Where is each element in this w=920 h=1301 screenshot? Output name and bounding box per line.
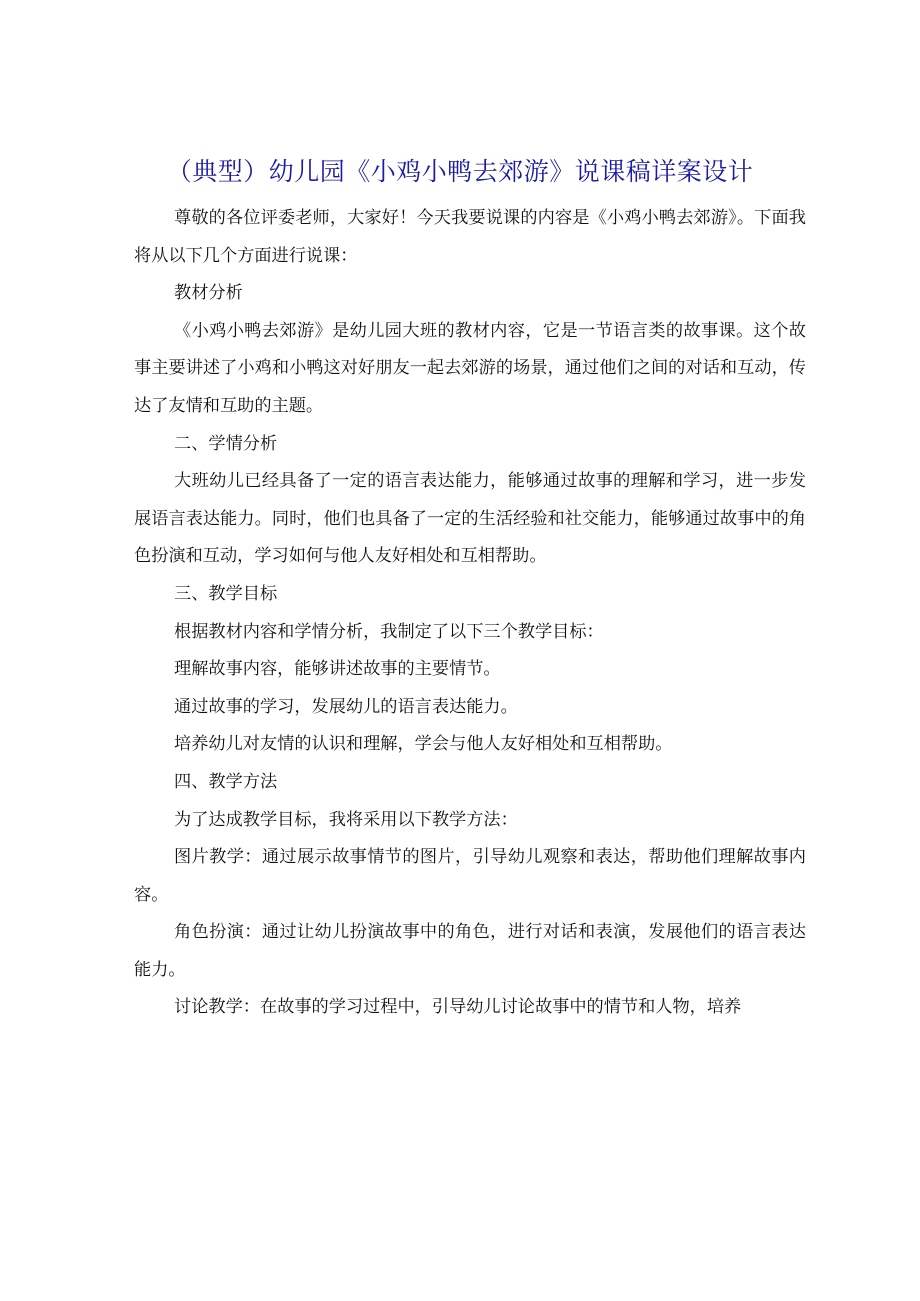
method-item-picture: 图片教学：通过展示故事情节的图片，引导幼儿观察和表达，帮助他们理解故事内容。 [134,847,806,905]
paragraph-intro: 尊敬的各位评委老师，大家好！今天我要说课的内容是《小鸡小鸭去郊游》。下面我将从以下几个方面进行说课： [134,208,806,266]
goal-item-3: 培养幼儿对友情的认识和理解，学会与他人友好相处和互相帮助。 [174,734,673,755]
heading-teaching-goals: 三、教学目标 [174,583,278,604]
paragraph-methods-intro: 为了达成教学目标，我将采用以下教学方法： [174,809,518,830]
paragraph-student-analysis: 大班幼儿已经具备了一定的语言表达能力，能够通过故事的理解和学习，进一步发展语言表达能力。同时，他们也具备了一定的生活经验和社交能力，能够通过故事中的角色扮演和互动，学习如何与他人友好相处和互相帮助。 [134,471,806,567]
page-title: （典型）幼儿园《小鸡小鸭去郊游》说课稿详案设计 [166,157,754,186]
goal-item-1: 理解故事内容，能够讲述故事的主要情节。 [174,659,501,680]
method-item-roleplay: 角色扮演：通过让幼儿扮演故事中的角色，进行对话和表演，发展他们的语言表达能力。 [134,922,806,980]
goal-item-2: 通过故事的学习，发展幼儿的语言表达能力。 [174,696,518,717]
method-item-discussion: 讨论教学：在故事的学习过程中，引导幼儿讨论故事中的情节和人物，培养 [174,997,742,1018]
paragraph-material-analysis: 《小鸡小鸭去郊游》是幼儿园大班的教材内容，它是一节语言类的故事课。这个故事主要讲述了小鸡和小鸭这对好朋友一起去郊游的场景，通过他们之间的对话和互动，传达了友情和互助的主题。 [134,320,806,416]
document-body [134,200,806,1027]
heading-material-analysis: 教材分析 [174,283,243,304]
heading-student-analysis: 二、学情分析 [174,433,278,454]
paragraph-goals-intro: 根据教材内容和学情分析，我制定了以下三个教学目标： [174,621,604,642]
heading-teaching-methods: 四、教学方法 [174,771,278,792]
